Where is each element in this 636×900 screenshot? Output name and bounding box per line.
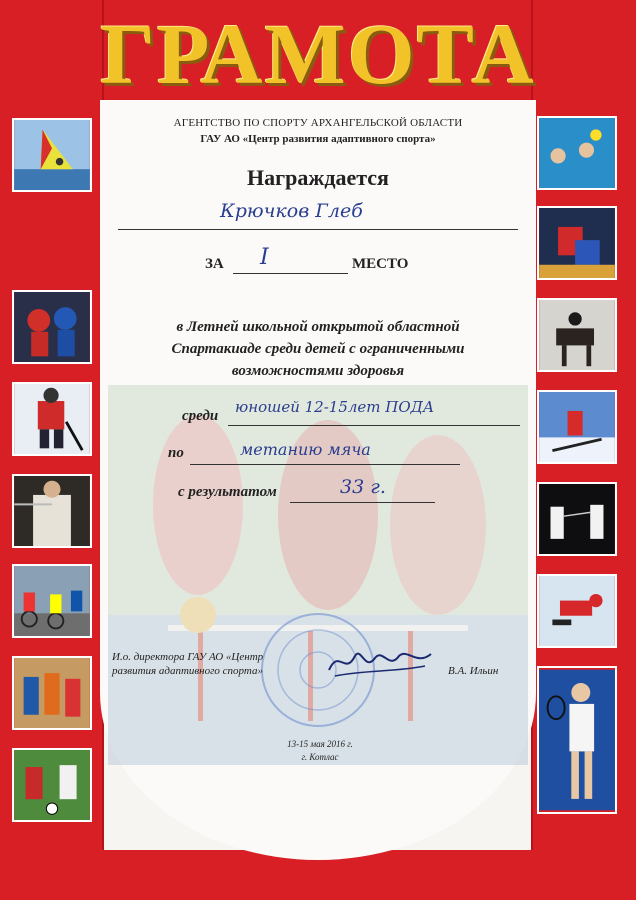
place-line xyxy=(233,273,348,274)
description-line-3: возможностями здоровья xyxy=(231,363,405,379)
place-value: I xyxy=(260,245,269,270)
signatory-position-line-2: развития адаптивного спорта» xyxy=(112,665,263,677)
photo-hockey xyxy=(12,382,92,456)
handwritten-signature xyxy=(325,642,435,682)
photo-equestrian xyxy=(537,298,617,372)
result-line xyxy=(290,502,435,503)
photo-football xyxy=(12,748,92,822)
among-line xyxy=(228,425,520,426)
place-suffix: МЕСТО xyxy=(352,256,409,272)
photo-tennis xyxy=(537,666,617,814)
photo-running xyxy=(12,656,92,730)
description-line-1: в Летней школьной открытой областной xyxy=(176,319,460,335)
signatory-position xyxy=(112,650,263,678)
signatory-position-line-1: И.о. директора ГАУ АО «Центр xyxy=(112,651,264,663)
result-value: 33 г. xyxy=(340,476,386,498)
discipline-label: по xyxy=(168,445,184,461)
discipline-line xyxy=(190,464,460,465)
photo-speed-skating xyxy=(537,574,617,648)
discipline-value: метанию мяча xyxy=(240,440,371,459)
photo-skiing xyxy=(537,390,617,464)
photo-cycling xyxy=(12,564,92,638)
photo-archery xyxy=(12,474,92,548)
event-date: 13-15 мая 2016 г. xyxy=(287,739,353,749)
event-city: г. Котлас xyxy=(301,752,339,762)
agency-name: АГЕНТСТВО ПО СПОРТУ АРХАНГЕЛЬСКОЙ ОБЛАСТИ xyxy=(173,117,463,129)
recipient-line xyxy=(118,229,518,230)
event-description xyxy=(110,316,526,382)
recipient-name: Крючков Глеб xyxy=(220,200,363,222)
among-value: юношей 12-15лет ПОДА xyxy=(235,398,435,416)
photo-wrestling xyxy=(537,206,617,280)
among-label: среди xyxy=(182,408,219,424)
place-prefix: ЗА xyxy=(205,256,224,272)
photo-water-polo xyxy=(537,116,617,190)
certificate-title: ГРАМОТА xyxy=(100,6,536,102)
photo-windsurfing xyxy=(12,118,92,192)
description-line-2: Спартакиаде среди детей с ограниченными xyxy=(171,341,465,357)
event-date-place xyxy=(240,738,400,764)
organization-name: ГАУ АО «Центр развития адаптивного спорта» xyxy=(200,133,436,145)
signatory-name: В.А. Ильин xyxy=(448,665,499,677)
photo-fencing xyxy=(537,482,617,556)
awarded-heading: Награждается xyxy=(247,165,389,190)
result-label: с результатом xyxy=(178,484,277,500)
photo-boxing xyxy=(12,290,92,364)
